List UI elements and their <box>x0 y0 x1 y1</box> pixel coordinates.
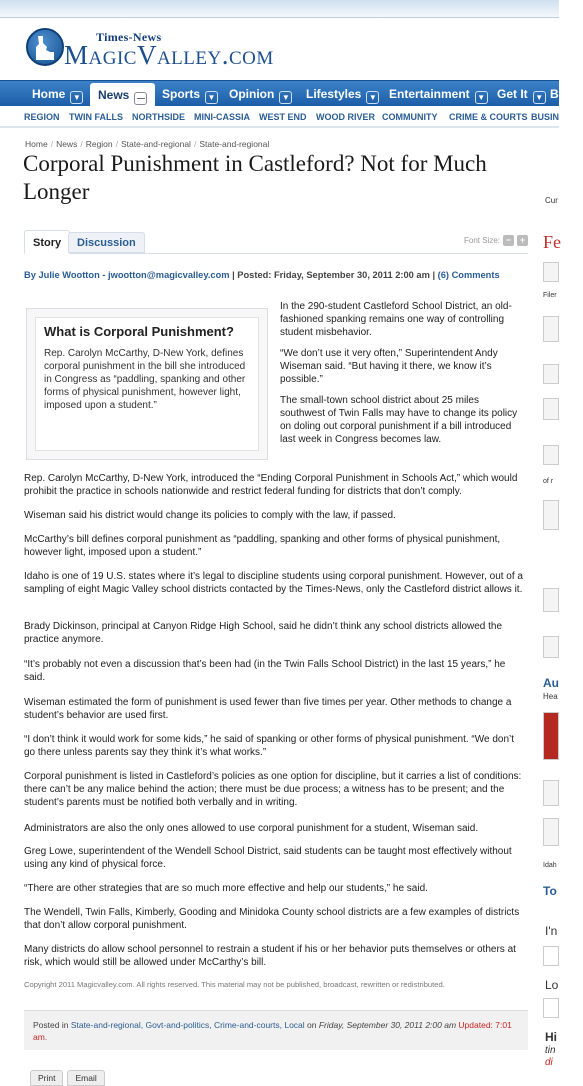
chevron-down-icon[interactable]: ▼ <box>475 91 488 104</box>
subnav-crime-courts[interactable]: CRIME & COURTS <box>449 112 528 122</box>
rail-thumb[interactable] <box>543 588 559 612</box>
article-intro-column <box>280 300 526 454</box>
posted-in-prefix: Posted in <box>33 1020 71 1030</box>
nav-tab-label: Busin <box>550 87 583 101</box>
rail-heading-fe: Fe <box>543 232 561 252</box>
rail-lo: Lo <box>545 978 559 992</box>
rail-di: di <box>545 1057 553 1068</box>
rail-thumb[interactable] <box>543 636 559 658</box>
tab-discussion[interactable]: Discussion <box>68 232 145 253</box>
posted-in-tags[interactable]: State-and-regional, Govt-and-politics, Crime-and-courts, Local <box>70 1020 305 1030</box>
copyright-notice: Copyright 2011 Magicvalley.com. All rights reserved. This material may not be published, broadcast, rewritten or redistributed. <box>24 980 445 989</box>
email-button[interactable]: Email <box>67 1070 104 1086</box>
tab-story[interactable]: Story <box>24 230 70 254</box>
font-increase-icon[interactable]: + <box>517 235 528 246</box>
chevron-down-icon[interactable]: ▼ <box>70 91 83 104</box>
nav-tab-label: News <box>98 88 130 102</box>
rail-hi: Hi <box>545 1030 557 1044</box>
rail-in: I'n <box>545 924 558 938</box>
rail-input[interactable] <box>543 998 559 1018</box>
rail-tin: tin <box>545 1045 556 1056</box>
print-button[interactable]: Print <box>30 1070 63 1086</box>
article-paragraph: Wiseman said his district would change its policies to comply with the law, if passed. <box>24 510 396 521</box>
subnav-west-end[interactable]: WEST END <box>259 112 307 122</box>
posted-in-box <box>24 1010 528 1050</box>
sub-nav <box>0 106 559 128</box>
chevron-down-icon[interactable]: ▼ <box>533 91 546 104</box>
byline-posted: | Posted: Friday, September 30, 2011 2:00 am | <box>229 270 438 280</box>
article-paragraph: “We don’t use it very often,” Superintendent Andy Wiseman said. “But having it there, we know it’s possible.” <box>280 348 498 385</box>
brand-small: Times-News <box>96 30 162 44</box>
nav-tab-label: Entertainment <box>389 87 470 101</box>
rail-filer[interactable]: Filer <box>543 292 557 299</box>
nav-tab-label: Sports <box>162 87 201 101</box>
breadcrumb-state-2[interactable]: State-and-regional <box>199 139 270 149</box>
updated-label: Updated: <box>456 1020 493 1030</box>
rail-input[interactable] <box>543 946 559 966</box>
font-decrease-icon[interactable]: − <box>503 235 514 246</box>
article-tabs <box>24 230 528 254</box>
browser-top-strip <box>0 0 559 18</box>
fact-box-text: Rep. Carolyn McCarthy, D-New York, defines corporal punishment in the bill she introduced in Congress as “paddling, spanking and other forms of physical punishment, however light, imposed upon a student.” <box>44 348 246 411</box>
nav-tab-entertainment[interactable] <box>389 85 488 103</box>
nav-tab-label: Lifestyles <box>306 87 362 101</box>
brand-large: MagicValley.com <box>64 40 274 70</box>
nav-tab-business[interactable] <box>550 85 583 103</box>
chevron-down-icon[interactable]: ▼ <box>205 91 218 104</box>
byline-prefix: By <box>24 270 39 280</box>
rail-hea: Hea <box>543 692 558 701</box>
font-size-label: Font Size: <box>463 236 500 245</box>
rail-of-r: of r <box>543 478 554 485</box>
byline <box>24 270 500 280</box>
subnav-mini-cassia[interactable]: MINI-CASSIA <box>194 112 250 122</box>
posted-in-on: on <box>304 1020 319 1030</box>
collapse-icon[interactable]: — <box>134 92 147 105</box>
article-paragraph: McCarthy’s bill defines corporal punishment as “paddling, spanking and other forms of physical punishment, however light, imposed upon a student.” <box>24 534 501 558</box>
nav-tab-news[interactable] <box>90 83 155 107</box>
rail-ad[interactable] <box>543 712 559 760</box>
breadcrumb-news[interactable]: News <box>56 139 78 149</box>
subnav-twin-falls[interactable]: TWIN FALLS <box>69 112 123 122</box>
nav-tab-lifestyles[interactable] <box>306 85 379 103</box>
nav-tab-label: Get It <box>497 87 528 101</box>
nav-tab-opinion[interactable] <box>229 85 292 103</box>
comments-link[interactable]: (6) Comments <box>437 270 500 280</box>
rail-to[interactable]: To <box>543 884 557 898</box>
fact-box <box>26 308 268 460</box>
main-nav <box>0 80 583 106</box>
article-paragraph: The small-town school district about 25 miles southwest of Twin Falls may have to change its policy on doling out corporal punishment if a bill introduced last week in Congress becomes law. <box>280 395 518 445</box>
subnav-wood-river[interactable]: WOOD RIVER <box>316 112 376 122</box>
rail-idah: Idah <box>543 862 557 869</box>
rail-thumb[interactable] <box>543 398 559 420</box>
rail-thumb[interactable] <box>543 262 559 282</box>
rail-cur[interactable]: Cur <box>545 196 558 205</box>
fact-box-inner <box>35 317 259 451</box>
nav-tab-label: Home <box>32 87 66 101</box>
article-paragraph: “I don’t think it would work for some kids,” he said of spanking or other forms of physical punishment. “We don’t go there unless parents say they think it’s what works.” <box>24 734 515 758</box>
article-paragraph: Greg Lowe, superintendent of the Wendell School District, said students can be taught most effectively without using any kind of physical force. <box>24 846 512 870</box>
article-paragraph: Many districts do allow school personnel to restrain a student if his or her behavior puts themselves or others at risk, which would still be allowed under McCarthy’s bill. <box>24 944 516 968</box>
idaho-map-icon <box>26 28 64 66</box>
article-paragraph: Brady Dickinson, principal at Canyon Ridge High School, said he didn’t think any school districts allowed the practice anymore. <box>24 621 503 645</box>
rail-thumb[interactable] <box>543 364 559 384</box>
article-paragraph: Idaho is one of 19 U.S. states where it’s legal to discipline students using corporal punishment. However, out of a sampling of eight Magic Valley school districts contacted by the Times-News, only the Castleford district allows it. <box>24 571 523 595</box>
updated-time: 7:01 am. <box>33 1020 512 1042</box>
rail-thumb[interactable] <box>543 445 559 465</box>
article-actions <box>30 1068 109 1084</box>
article-paragraph: Wiseman estimated the form of punishment is used fewer than five times per year. Other methods to change a student’s behavior are used first. <box>24 697 512 721</box>
article-paragraph: “There are other strategies that are so much more effective and help our students,” he said. <box>24 883 428 894</box>
article-paragraph: The Wendell, Twin Falls, Kimberly, Gooding and Minidoka County school districts are a few examples of districts that don’t allow corporal punishment. <box>24 907 520 931</box>
article-paragraph: Administrators are also the only ones allowed to use corporal punishment for a student, Wiseman said. <box>24 823 479 834</box>
article-paragraph: Corporal punishment is listed in Castleford’s policies as one option for discipline, but it carries a list of conditions: there can’t be any malice behind the action; there must be due process; a witness has to be present; and the student’s parents must be notified both verbally and in writing. <box>24 771 522 808</box>
subnav-community[interactable]: COMMUNITY <box>382 112 438 122</box>
nav-tab-label: Opinion <box>229 87 275 101</box>
breadcrumb-home[interactable]: Home <box>25 139 48 149</box>
nav-tab-sports[interactable] <box>162 85 218 103</box>
subnav-northside[interactable]: NORTHSIDE <box>132 112 186 122</box>
subnav-business[interactable]: BUSIN <box>531 112 560 122</box>
article-paragraph: “It’s probably not even a discussion that’s been had (in the Twin Falls School District) in the last 15 years,” he said. <box>24 659 506 683</box>
chevron-down-icon[interactable]: ▼ <box>279 91 292 104</box>
posted-date: Friday, September 30, 2011 2:00 am <box>318 1020 457 1030</box>
nav-tab-get-it[interactable] <box>497 85 546 103</box>
rail-thumb[interactable] <box>543 818 559 846</box>
breadcrumb: Home / News / Region / State-and-regional / State-and-regional <box>25 139 270 149</box>
fact-box-heading: What is Corporal Punishment? <box>44 324 234 339</box>
breadcrumb-state[interactable]: State-and-regional <box>121 139 191 149</box>
rail-thumb[interactable] <box>543 316 559 342</box>
breadcrumb-region[interactable]: Region <box>85 139 113 149</box>
article-paragraph: Rep. Carolyn McCarthy, D-New York, introduced the “Ending Corporal Punishment in Schools Act,” which would prohibit the practice in schools nationwide and restrict federal funding for districts that don’t comply. <box>24 473 518 497</box>
site-logo[interactable] <box>26 28 316 70</box>
byline-author[interactable]: Julie Wootton - jwootton@magicvalley.com <box>38 270 230 280</box>
nav-tab-home[interactable] <box>32 85 83 103</box>
article-title: Corporal Punishment in Castleford? Not for Much Longer <box>23 151 487 204</box>
article-paragraph: In the 290-student Castleford School District, an old-fashioned spanking remains one way of controlling student misbehavior. <box>280 301 512 338</box>
rail-thumb[interactable] <box>543 780 559 806</box>
chevron-down-icon[interactable]: ▼ <box>366 91 379 104</box>
subnav-region[interactable]: REGION <box>24 112 60 122</box>
rail-au[interactable]: Au <box>543 676 559 690</box>
rail-thumb[interactable] <box>543 500 559 530</box>
